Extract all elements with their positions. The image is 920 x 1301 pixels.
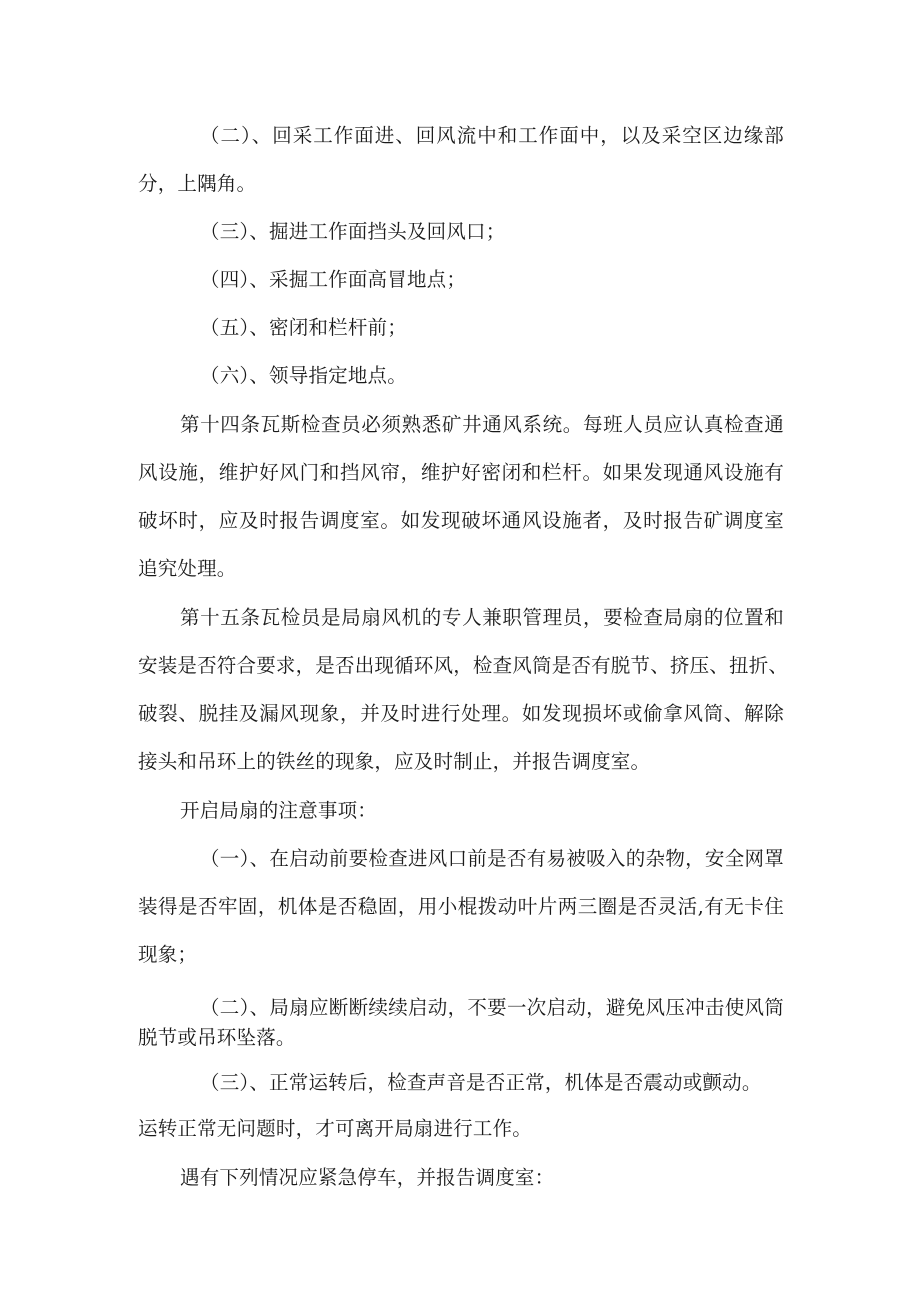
text-line: 开启局扇的注意事项：: [180, 799, 378, 822]
text-line: （三）、掘进工作面挡头及回风口；: [200, 220, 506, 243]
text-line: 风设施，维护好风门和挡风帘，维护好密闭和栏杆。如果发现通风设施有: [138, 461, 784, 484]
text-line: 破裂、脱挂及漏风现象，并及时进行处理。如发现损坏或偷拿风筒、解除: [138, 702, 784, 725]
text-line: 遇有下列情况应紧急停车，并报告调度室：: [180, 1166, 555, 1189]
text-line: 破坏时，应及时报告调度室。如发现破坏通风设施者，及时报告矿调度室: [138, 509, 784, 532]
text-line: 脱节或吊环坠落。: [138, 1026, 296, 1049]
text-line: 安装是否符合要求，是否出现循环风，检查风筒是否有脱节、挤压、扭折、: [138, 654, 789, 677]
text-line: 现象；: [138, 943, 198, 966]
text-line: 分，上隅角。: [138, 172, 257, 195]
text-line: （四）、采掘工作面高冒地点；: [200, 268, 467, 291]
text-line: （五）、密闭和栏杆前；: [200, 316, 407, 339]
text-line: （一）、在启动前要检查进风口前是否有易被吸入的杂物，安全网罩: [200, 847, 784, 870]
text-line: （六）、领导指定地点。: [200, 364, 407, 387]
text-line: 接头和吊环上的铁丝的现象，应及时制止，并报告调度室。: [138, 750, 651, 773]
text-line: （二）、回采工作面进、回风流中和工作面中，以及采空区边缘部: [200, 124, 784, 147]
text-line: （三）、正常运转后，检查声音是否正常，机体是否震动或颤动。: [200, 1071, 762, 1094]
text-line: 运转正常无问题时，才可离开局扇进行工作。: [138, 1117, 533, 1140]
text-line: 第十四条瓦斯检查员必须熟悉矿井通风系统。每班人员应认真检查通: [180, 413, 784, 436]
text-line: 装得是否牢固，机体是否稳固，用小棍拨动叶片两三圈是否灵活,有无卡住: [138, 895, 784, 918]
text-line: 追究处理。: [138, 557, 237, 580]
text-line: （二）、局扇应断断续续启动，不要一次启动，避免风压冲击使风筒: [200, 996, 784, 1019]
text-line: 第十五条瓦检员是局扇风机的专人兼职管理员，要检查局扇的位置和: [180, 606, 784, 629]
